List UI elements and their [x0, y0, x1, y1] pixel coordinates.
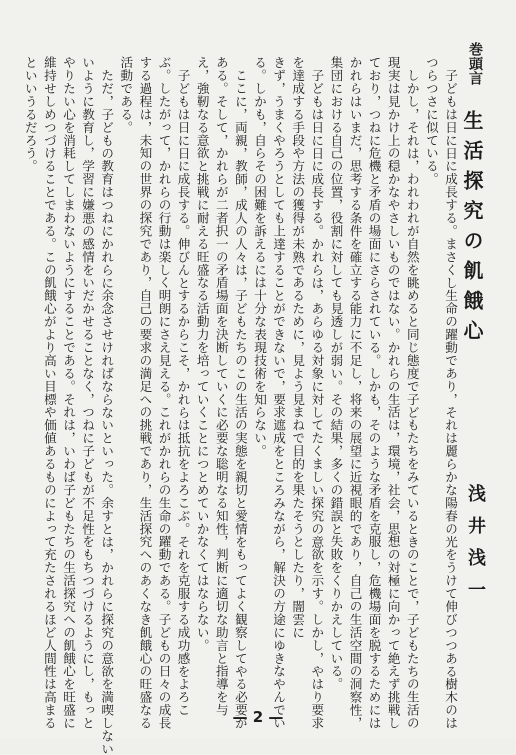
- article-title: 生活探究の飢餓心: [460, 110, 484, 350]
- body-line: ただ，子どもの教育はつねにかれらに余念させければならないといった。余すとは，かれらに探究の意欲を満喫しない: [99, 69, 115, 755]
- body-line: 現実は見かけ上の穏かなやさしいものではない。かれらの生活は，環境，社会，思想の対極に向かって絶えず挑戦し: [385, 56, 401, 730]
- body-line: ており，つねに危機と矛盾の場面にさらされている。しかも，そのような矛盾を克服し，危機場面を脱するためには: [366, 56, 382, 730]
- body-line: ぶ。したがって，かれらの行動は楽しく明朗にさえ見える。これがかれらの生命の躍動である。子どもの日々の成長: [156, 56, 172, 730]
- body-line: 集団における自己の位置，役割に対しても見透しが弱い。その結果，多くの錯誤と失敗をくりかえしている。: [328, 56, 344, 691]
- body-line: を達成する手段や方法の獲得が未熟であるために，見よう見まねで目的を果たそうとしたり，闇雲に: [290, 56, 306, 639]
- page-number: — 2 —: [232, 708, 284, 726]
- body-line: する過程は，未知の世界の探究であり，自己の要求の満足への挑戦であり，生活探究へのあくなき飢餓心の旺盛なる: [137, 56, 153, 730]
- heading-column: [462, 0, 512, 738]
- body-line: ここに，両親，教師，成人の人々は，子どもたちのこの生活の実態を親切と愛情をもってよく観察してやる必要が: [232, 69, 248, 730]
- body-text: [20, 56, 458, 755]
- body-line: かれらはいまだ，思考する条件を確立する能力に不足し，将来の展望に近視眼的であり，自己の生活空間の洞察性，: [347, 56, 363, 730]
- body-line: つらつさに似ている。: [423, 56, 439, 186]
- body-line: といいうるだろう。: [22, 56, 38, 173]
- body-line: いように教育し，学習に嫌悪の感情をいだかせることなく，つねに子どもが不足性をもちつづけるようにし，もっと: [80, 56, 96, 730]
- body-line: しかし，それは，われわれが自然を眺めると同じ態度で子どもたちをみているときのことで，子どもたちの生活の: [404, 69, 420, 730]
- body-line: ある。そして，かれらが二者択一の矛盾場面を決断していくに必要な聡明なる知性，判断に適切な助言と指導を与: [213, 56, 229, 717]
- body-line: やりたい心を消耗してしまわないようにすることである。それは，いわば子どもたちの生活探究への飢餓心を旺盛に: [61, 56, 76, 730]
- body-line: 子どもは日に日に成長する。まさくし生命の躍動であり，それは麗らかな陽春の光をうけて伸びつつある樹木のは: [443, 69, 458, 730]
- body-line: きず，うまくやろうとしても上達することができないで，要求遮成をところみながら，解決の方途にゆきなやんでい: [271, 56, 287, 730]
- body-line: 子どもは日に日に成長する。かれらは，あらゆる対象に対してたくましい探究の意欲を示す。しかし，やはり要求: [309, 69, 325, 730]
- body-line: 活動である。: [118, 56, 134, 134]
- body-line: え，強靭なる意欲と挑戦に耐える旺盛なる活動力を培っていくことにつとめていかなくてはならない。: [194, 56, 210, 652]
- body-line: 子どもは日に日に成長する。伸びんとするからこそ，かれらは抵抗をよろこぶ。それを克服する成功感をよろこ: [175, 69, 191, 717]
- body-line: る。しかも，自らその困難を訴えるには十分な表現技術を知らない。: [252, 56, 267, 458]
- body-line: 維持せしめつづけることである。この飢餓心がより高い目標や価値あるものによって充たされるほど人間性は高まる: [41, 56, 57, 730]
- author-name: 浅井浅一: [465, 484, 486, 612]
- heading-label: 巻頭言: [467, 42, 483, 86]
